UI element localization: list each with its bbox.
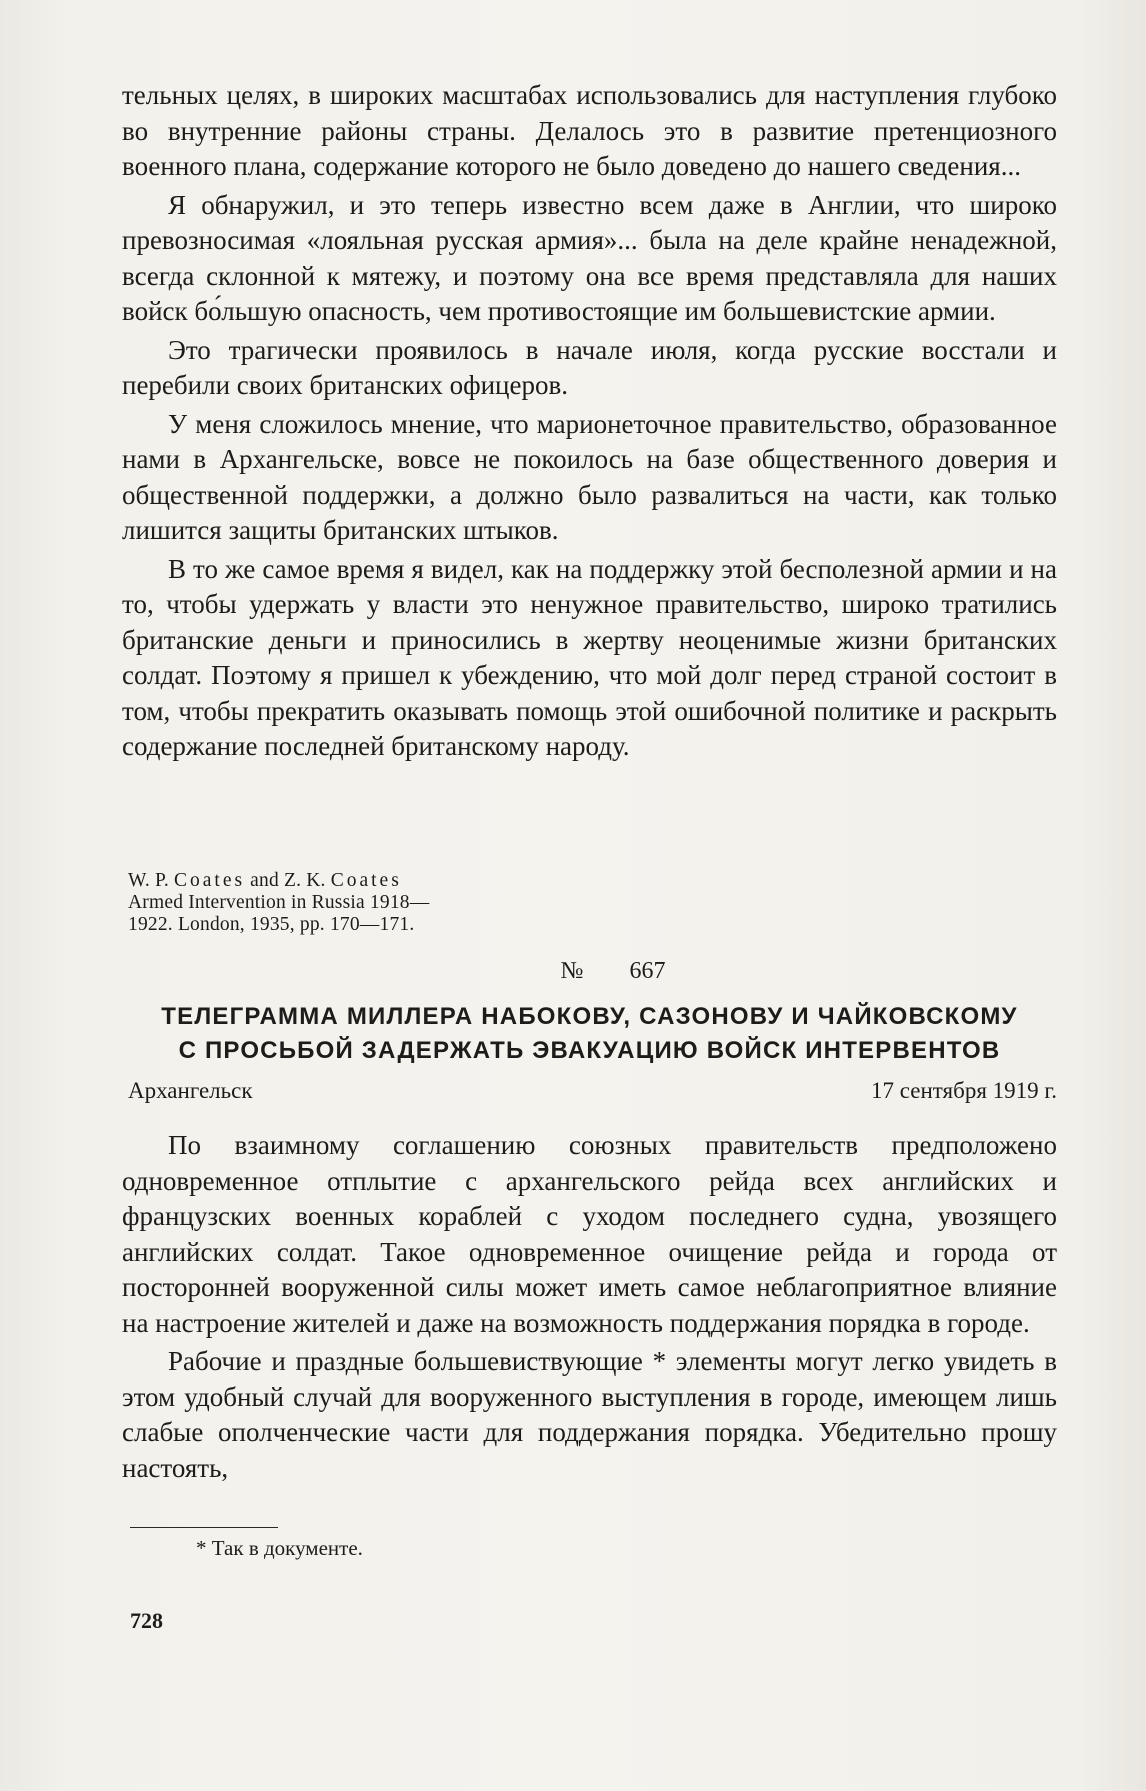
body-text-bottom — [122, 1128, 1057, 1486]
document-place: Архангельск — [128, 1078, 253, 1103]
paragraph: тельных целях, в широких масштабах использовались для наступления глубоко во внутренние районы страны. Делалось это в развитие претенциозного военного плана, содержание которого не было доведено до нашего сведения... — [122, 80, 1057, 181]
body-text-top — [122, 78, 1057, 765]
title-line: ТЕЛЕГРАММА МИЛЛЕРА НАБОКОВУ, САЗОНОВУ И ЧАЙКОВСКОМУ — [161, 1003, 1018, 1030]
title-line: С ПРОСЬБОЙ ЗАДЕРЖАТЬ ЭВАКУАЦИЮ ВОЙСК ИНТЕРВЕНТОВ — [178, 1037, 1001, 1064]
citation-imprint: 1922. London, 1935, pp. 170—171. — [128, 914, 415, 935]
document-date: 17 сентября 1919 г. — [871, 1078, 1057, 1103]
paragraph: По взаимному соглашению союзных правительств предположено одновременное отплытие с архангельского рейда всех английских и французских военных кораблей с уходом последнего судна, увозящего английских солдат. Такое одновременное очищение рейда и города от посторонней вооруженной силы может иметь самое неблагоприятное влияние на настроение жителей и даже на возможность поддержания порядка в городе. — [122, 1130, 1057, 1338]
document-number: № 667 — [560, 958, 666, 984]
footnote: * Так в документе. — [196, 1536, 363, 1560]
paragraph: В то же самое время я видел, как на поддержку этой бесполезной армии и на то, чтобы удержать у власти это ненужное правительство, широко тратились британские деньги и приносились в жертву неоценимые жизни британских солдат. Поэтому я пришел к убеждению, что мой долг перед страной состоит в том, чтобы прекратить оказывать помощь этой ошибочной политике и раскрыть содержание последней британскому народу. — [122, 553, 1057, 761]
paragraph: Я обнаружил, и это теперь известно всем даже в Англии, что широко превозносимая «лояльная русская армия»... была на деле крайне ненадежной, всегда склонной к мятежу, и поэтому она все время представляла для наших войск бо́льшую опасность, чем противостоящие им большевистские армии. — [122, 189, 1057, 326]
paragraph: Это трагически проявилось в начале июля, когда русские восстали и перебили своих британских офицеров. — [122, 334, 1057, 400]
source-citation — [128, 870, 548, 936]
paragraph: У меня сложилось мнение, что марионеточное правительство, образованное нами в Архангельске, вовсе не покоилось на базе общественного доверия и общественной поддержки, а должно было развалиться на части, как только лишится защиты британских штыков. — [122, 408, 1057, 545]
citation-authors: W. P. Coates and Z. K. Coates — [128, 870, 402, 891]
paragraph: Рабочие и праздные большевиствующие * элементы могут легко увидеть в этом удобный случай для вооруженного выступления в городе, имеющем лишь слабые ополченческие части для поддержания порядка. Убедительно прошу настоять, — [122, 1346, 1057, 1483]
page-number: 728 — [130, 1608, 163, 1633]
document-title — [122, 1000, 1057, 1068]
citation-title: Armed Intervention in Russia 1918— — [128, 892, 430, 913]
footnote-divider — [130, 1527, 278, 1528]
